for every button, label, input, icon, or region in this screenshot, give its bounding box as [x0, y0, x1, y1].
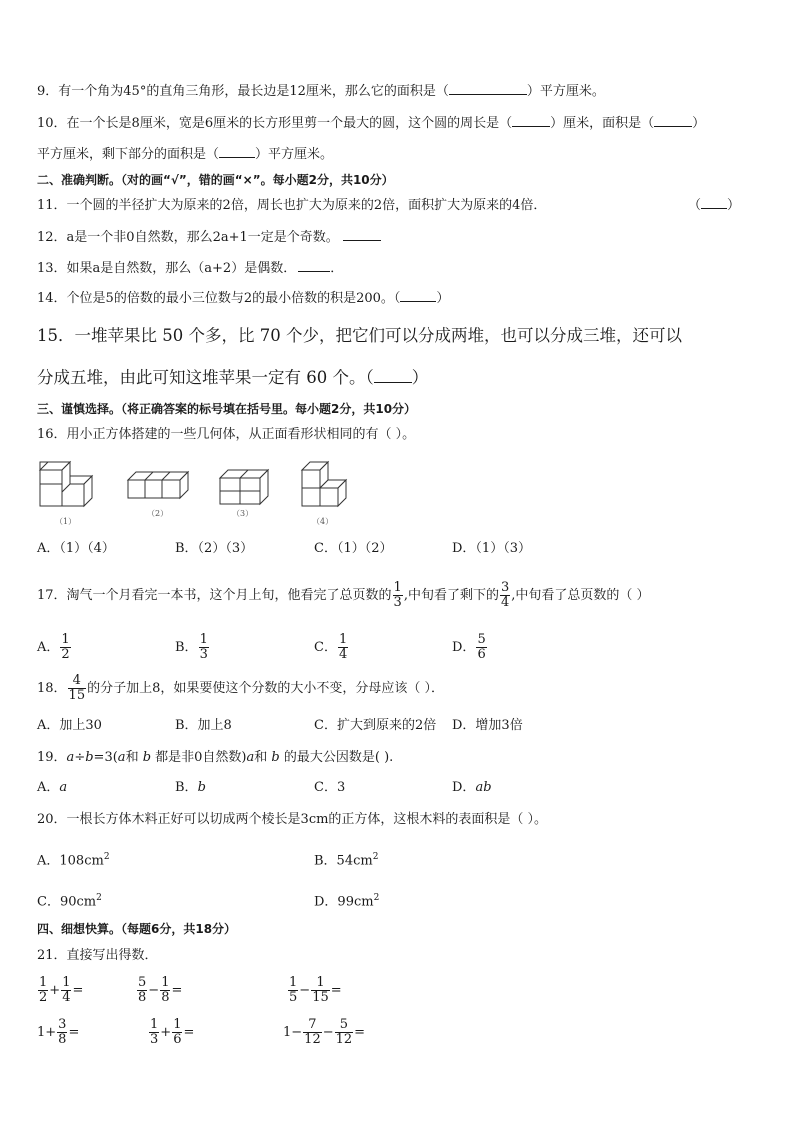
question-15-line2: 分成五堆，由此可知这堆苹果一定有 60 个。（ ） [37, 368, 429, 387]
fraction: $\frac{5}{6}$ [477, 632, 486, 662]
cube-figure-3 [218, 468, 270, 508]
cube-figure-1 [38, 458, 98, 510]
answer-blank[interactable] [343, 240, 381, 241]
q18-option-a[interactable]: A．加上30 [37, 718, 102, 733]
q17-option-d[interactable]: D． $\frac{5}{6}$ [452, 632, 486, 662]
q16-option-c[interactable]: C．（1）（2） [314, 541, 393, 556]
q20-option-b[interactable]: B．$54cm^2$ [314, 852, 379, 869]
section-heading-judgement: 二、准确判断。（对的画“√”，错的画“×”。每小题2分，共10分） [37, 173, 394, 187]
q16-option-d[interactable]: D．（1）（3） [452, 541, 531, 556]
figure-label-4: （4） [312, 517, 334, 526]
fraction: $\frac{3}{4}$ [500, 580, 510, 610]
answer-blank[interactable] [701, 208, 727, 209]
fraction: $\frac{1}{4}$ [338, 632, 348, 662]
question-10: 10．在一个长是8厘米，宽是6厘米的长方形里剪一个最大的圆，这个圆的周长是（ ）厘米，面积是（ ） [37, 116, 706, 131]
fraction: $\frac{1}{3}$ [199, 632, 208, 662]
q16-option-a[interactable]: A．（1）（4） [37, 541, 115, 556]
q17-option-c[interactable]: C． $\frac{1}{4}$ [314, 632, 348, 662]
fraction: $\frac{5}{8}$ [138, 975, 147, 1005]
answer-blank[interactable] [449, 94, 527, 95]
section-heading-choice: 三、谨慎选择。（将正确答案的标号填在括号里。每小题2分，共10分） [37, 402, 417, 416]
question-19: 19．a÷b=3(a和 b 都是非0自然数)a和 b 的最大公因数是( ). [37, 750, 394, 765]
question-17: 17．淘气一个月看完一本书，这个月上旬，他看完了总页数的 $\frac{1}{3}$ ,中旬看了剩下的 $\frac{3}{4}$ ,中旬看了总页数的（ ） [37, 580, 650, 610]
calc-5: $\frac{1}{3}$ + $\frac{1}{6}$ = [150, 1017, 195, 1047]
q18-option-d[interactable]: D．增加3倍 [452, 718, 523, 733]
figure-label-1: （1） [55, 517, 77, 526]
q19-option-a[interactable]: A．a [37, 780, 68, 795]
q20-option-c[interactable]: C．$90cm^2$ [37, 893, 102, 910]
q17-option-a[interactable]: A． $\frac{1}{2}$ [37, 632, 70, 662]
question-11: 11．一个圆的半径扩大为原来的2倍，周长也扩大为原来的2倍，面积扩大为原来的4倍． [37, 198, 547, 213]
question-13: 13．如果a是自然数，那么（a+2）是偶数． ． [37, 261, 344, 276]
calc-3: $\frac{1}{5}$ − $\frac{1}{15}$ = [289, 975, 342, 1005]
question-21: 21．直接写出得数． [37, 948, 158, 963]
question-15: 15．一堆苹果比 50 个多，比 70 个少，把它们可以分成两堆，也可以分成三堆，还可以 [37, 326, 682, 345]
calc-4: 1+ $\frac{3}{8}$ = [37, 1017, 80, 1047]
answer-blank[interactable] [654, 126, 692, 127]
q17-option-b[interactable]: B． $\frac{1}{3}$ [175, 632, 208, 662]
figure-label-3: （3） [232, 509, 254, 518]
question-20: 20．一根长方体木料正好可以切成两个棱长是3cm的正方体，这根木料的表面积是（ ）。 [37, 812, 548, 827]
q19-option-b[interactable]: B．b [175, 780, 206, 795]
fraction: $\frac{1}{3}$ [150, 1017, 159, 1047]
fraction: $\frac{1}{5}$ [289, 975, 298, 1005]
answer-blank[interactable] [374, 382, 412, 383]
answer-blank[interactable] [512, 126, 550, 127]
question-11-paren: （ ） [688, 198, 741, 213]
q18-option-c[interactable]: C．扩大到原来的2倍 [314, 718, 437, 733]
question-12: 12．a是一个非0自然数，那么2a+1一定是个奇数。 [37, 229, 381, 247]
q19-option-d[interactable]: D．ab [452, 780, 492, 795]
q20-option-a[interactable]: A．$108cm^2$ [37, 852, 110, 869]
cube-figure-4 [300, 460, 350, 512]
fraction: $\frac{1}{2}$ [61, 632, 70, 662]
fraction: $\frac{1}{4}$ [62, 975, 71, 1005]
fraction: $\frac{1}{15}$ [312, 975, 329, 1005]
answer-blank[interactable] [400, 301, 436, 302]
q16-option-b[interactable]: B．（2）（3） [175, 541, 254, 556]
q19-option-c[interactable]: C．3 [314, 780, 346, 795]
fraction: $\frac{3}{8}$ [58, 1017, 67, 1047]
cube-figure-2 [126, 470, 192, 504]
fraction: $\frac{1}{2}$ [39, 975, 48, 1005]
question-10-line2: 平方厘米，剩下部分的面积是（ ）平方厘米。 [37, 147, 334, 162]
answer-blank[interactable] [219, 157, 255, 158]
question-9: 9．有一个角为45°的直角三角形，最长边是12厘米，那么它的面积是（ ）平方厘米。 [37, 84, 605, 99]
fraction: $\frac{1}{8}$ [161, 975, 170, 1005]
calc-2: $\frac{5}{8}$ − $\frac{1}{8}$ = [138, 975, 183, 1005]
calc-6: 1− $\frac{7}{12}$ − $\frac{5}{12}$ = [283, 1017, 366, 1047]
question-18: 18． $\frac{4}{15}$ 的分子加上8，如果要使这个分数的大小不变，分母应该（ ）． [37, 673, 444, 703]
calc-1: $\frac{1}{2}$ + $\frac{1}{4}$ = [39, 975, 84, 1005]
question-16: 16．用小正方体搭建的一些几何体，从正面看形状相同的有（ ）。 [37, 427, 416, 442]
fraction: $\frac{4}{15}$ [68, 673, 86, 703]
question-14: 14．个位是5的倍数的最小三位数与2的最小倍数的积是200。（ ） [37, 291, 450, 306]
figure-label-2: （2） [147, 509, 169, 518]
q18-option-b[interactable]: B．加上8 [175, 718, 232, 733]
section-heading-calculation: 四、细想快算。（每题6分，共18分） [37, 922, 237, 936]
answer-blank[interactable] [298, 271, 330, 272]
fraction: $\frac{1}{6}$ [173, 1017, 182, 1047]
fraction: $\frac{5}{12}$ [335, 1017, 353, 1047]
q20-option-d[interactable]: D．$99cm^2$ [314, 893, 380, 910]
fraction: $\frac{1}{3}$ [393, 580, 402, 610]
fraction: $\frac{7}{12}$ [304, 1017, 321, 1047]
